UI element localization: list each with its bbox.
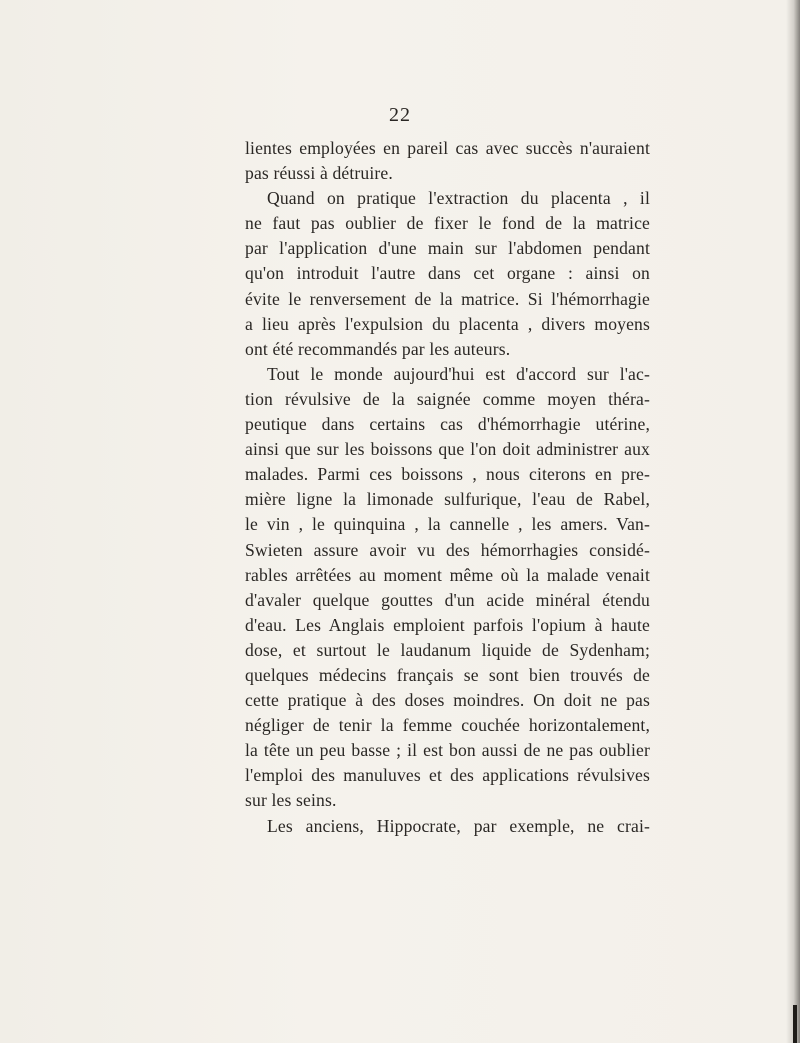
page-edge-shadow <box>786 0 800 1043</box>
text-line: rables arrêtées au moment même où la malade venait <box>245 564 650 585</box>
text-line: a lieu après l'expulsion du placenta , divers moyens <box>245 313 650 334</box>
text-line: peutique dans certains cas d'hémorrhagie utérine, <box>245 414 650 435</box>
text-line: pas réussi à détruire. <box>245 163 393 184</box>
text-line: qu'on introduit l'autre dans cet organe : ainsi on <box>245 263 650 284</box>
text-line: d'eau. Les Anglais emploient parfois l'opium à haute <box>245 614 650 635</box>
body-text <box>245 136 650 839</box>
text-line: le vin , le quinquina , la cannelle , les amers. Van- <box>245 514 650 535</box>
text-line: dose, et surtout le laudanum liquide de Sydenham; <box>245 639 650 660</box>
text-line: la tête un peu basse ; il est bon aussi de ne pas oublier <box>245 740 650 761</box>
page-number: 22 <box>389 104 411 126</box>
text-line: mière ligne la limonade sulfurique, l'eau de Rabel, <box>245 489 650 510</box>
text-line: tion révulsive de la saignée comme moyen théra- <box>245 388 650 409</box>
text-line: l'emploi des manuluves et des applications révulsives <box>245 765 650 786</box>
paragraph-start-line: Les anciens, Hippocrate, par exemple, ne crai- <box>267 815 650 836</box>
text-line: ne faut pas oublier de fixer le fond de la matrice <box>245 213 650 234</box>
text-line: d'avaler quelque gouttes d'un acide minéral étendu <box>245 589 650 610</box>
text-line: évite le renversement de la matrice. Si l'hémorrhagie <box>245 288 650 309</box>
text-line: quelques médecins français se sont bien trouvés de <box>245 664 650 685</box>
text-line: ainsi que sur les boissons que l'on doit administrer aux <box>245 439 650 460</box>
text-line: ont été recommandés par les auteurs. <box>245 338 511 359</box>
page-edge-mark <box>793 1005 797 1043</box>
text-line: par l'application d'une main sur l'abdomen pendant <box>245 238 650 259</box>
text-line: négliger de tenir la femme couchée horizontalement, <box>245 715 650 736</box>
text-line: sur les seins. <box>245 790 337 811</box>
paragraph-start-line: Tout le monde aujourd'hui est d'accord sur l'ac- <box>267 363 650 384</box>
text-line: lientes employées en pareil cas avec succès n'auraient <box>245 138 650 158</box>
text-line: cette pratique à des doses moindres. On doit ne pas <box>245 690 650 711</box>
text-line: Swieten assure avoir vu des hémorrhagies considé- <box>245 539 650 560</box>
text-line: malades. Parmi ces boissons , nous citerons en pre- <box>245 464 650 485</box>
paragraph-start-line: Quand on pratique l'extraction du placenta , il <box>267 188 650 209</box>
